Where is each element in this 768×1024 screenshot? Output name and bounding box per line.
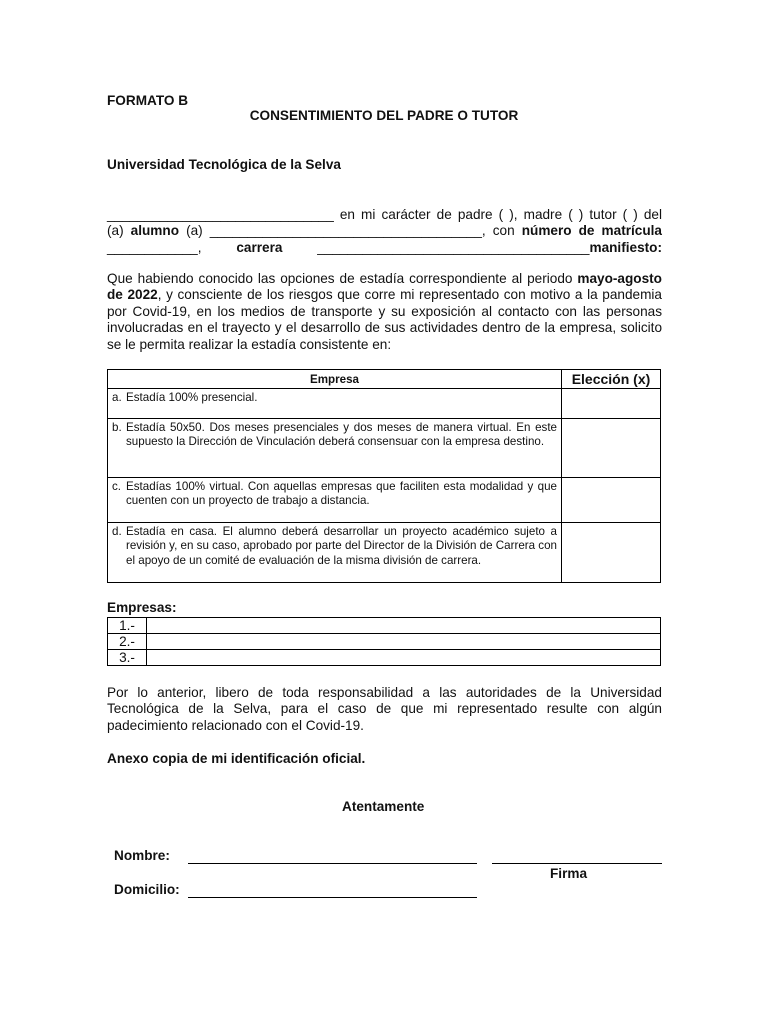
format-label: FORMATO B [107,93,189,108]
domicilio-label: Domicilio: [114,882,180,897]
document-title [0,108,768,123]
carrera-label: carrera [236,239,283,255]
option-letter: d. [112,525,122,538]
empresa-field-2[interactable] [147,634,661,650]
option-letter: a. [112,391,122,404]
choice-cell-b[interactable] [562,419,661,478]
empresa-row-3 [108,650,661,666]
nombre-line[interactable] [188,863,477,864]
intro-line-2 [107,223,662,239]
choice-cell-c[interactable] [562,478,661,523]
option-text: Estadía en casa. El alumno deberá desarrollar un proyecto académico sujeto a revisión y, en su caso, aprobado por parte del Director de la División de Carrera con el apoyo de un comité de evaluación de la misma división de carrera. [126,525,557,567]
empresa-number: 3.- [108,650,147,666]
matricula-blank: ____________, [107,239,237,255]
university-name: Universidad Tecnológica de la Selva [107,157,341,172]
option-text: Estadía 100% presencial. [126,391,258,404]
option-text: Estadías 100% virtual. Con aquellas empresas que faciliten esta modalidad y que cuenten con un proyecto de trabajo a distancia. [126,480,557,508]
empresas-label: Empresas: [107,600,177,615]
option-letter: b. [112,421,122,434]
period-year-highlight: de 2022 [107,287,158,303]
paragraph-line: padecimiento relacionado con el Covid-19. [107,717,364,733]
request-paragraph [107,271,662,353]
domicilio-line[interactable] [188,897,477,898]
paragraph-line: Tecnológica de la Selva, para el caso de que mi representado resulte con algún [107,701,662,717]
intro-block [107,207,662,256]
choice-cell-a[interactable] [562,389,661,419]
nombre-label: Nombre: [114,848,170,863]
option-letter: c. [112,480,122,493]
paragraph-line: por Covid-19, en los medios de transporte y su exposición al contacto con las personas [107,303,662,319]
empresa-field-1[interactable] [147,618,661,634]
intro-line-1 [107,207,662,223]
empresa-number: 1.- [108,618,147,634]
empresa-field-3[interactable] [147,650,661,666]
option-row-d [108,523,661,583]
firma-line[interactable] [492,863,662,864]
matricula-label: número de matrícula [521,223,662,239]
option-text: Estadía 50x50. Dos meses presenciales y dos meses de manera virtual. En este supuesto la Dirección de Vinculación deberá consensuar con la empresa destino. [126,421,557,449]
intro-line-3 [107,240,662,256]
empresas-table [107,617,661,666]
paragraph-line: involucradas en el trayecto y el desarrollo de sus actividades dentro de la empresa, solicito [107,320,662,336]
relationship-options: en mi carácter de padre ( ), madre ( ) tutor ( ) del [333,207,662,222]
document-title-text: CONSENTIMIENTO DEL PADRE O TUTOR [249,108,519,123]
empresa-row-2 [108,634,661,650]
options-table [107,369,661,583]
empresa-number: 2.- [108,634,147,650]
alumno-label: alumno [130,223,180,239]
annex-note: Anexo copia de mi identificación oficial. [107,751,366,766]
empresa-row-1 [108,618,661,634]
paragraph-text: , y consciente de los riesgos que corre mi representado con motivo a la pandemia [157,287,662,303]
carrera-blank: ____________________________________ [282,239,590,255]
period-highlight: mayo-agosto [577,271,662,286]
paragraph-line: Por lo anterior, libero de toda responsabilidad a las autoridades de la Universidad [107,685,662,700]
closing-text: Atentamente [342,799,425,814]
option-row-a [108,389,661,419]
intro-text: (a) [107,223,131,239]
choice-cell-d[interactable] [562,523,661,583]
empresa-column-header: Empresa [108,370,562,389]
manifiesto-label: manifiesto: [589,239,662,255]
parent-name-blank: ______________________________ [107,207,334,222]
student-name-blank: (a) ____________________________________, con [179,223,522,239]
option-row-c [108,478,661,523]
paragraph-line: se le permita realizar la estadía consistente en: [107,336,392,352]
firma-label: Firma [550,866,588,881]
option-row-b [108,419,661,478]
paragraph-text: Que habiendo conocido las opciones de estadía correspondiente al periodo [107,271,578,286]
liability-paragraph [107,685,662,734]
eleccion-column-header: Elección (x) [562,370,661,389]
